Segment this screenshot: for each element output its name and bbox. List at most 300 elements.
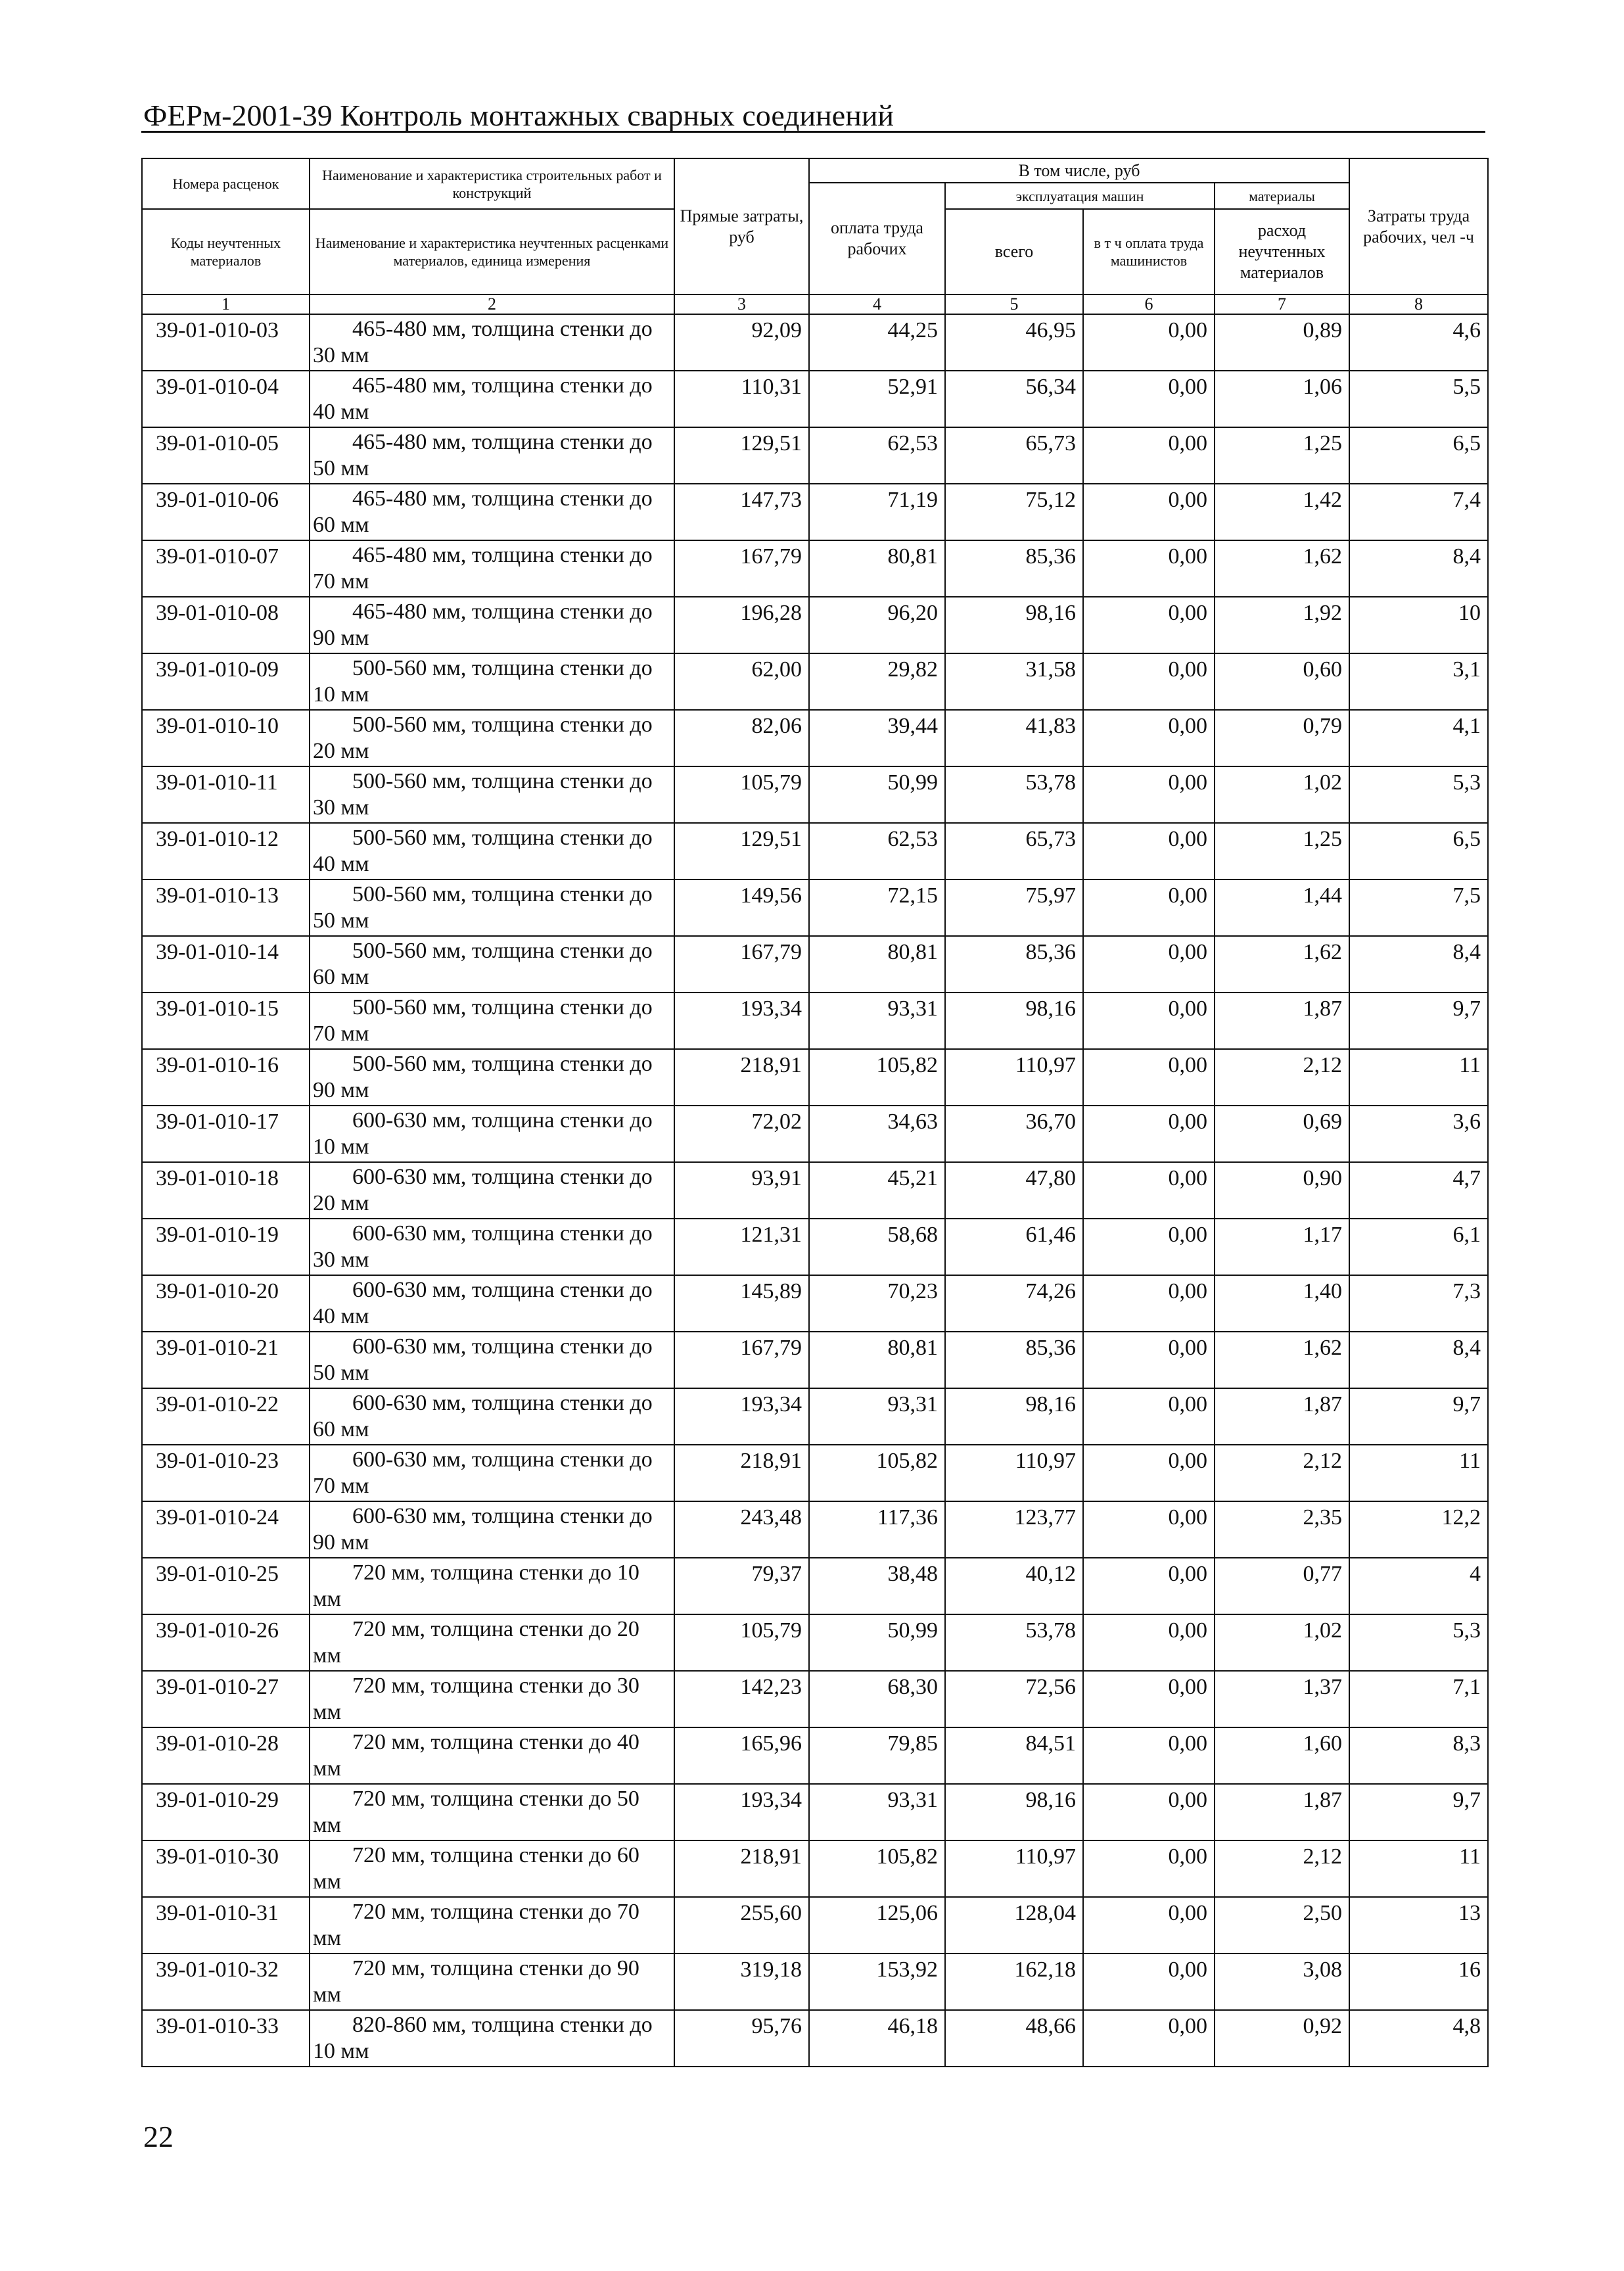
- materials-value: 0,89: [1215, 314, 1349, 371]
- labor-costs-value: 7,4: [1349, 484, 1488, 540]
- work-description: 600-630 мм, толщина стенки до 20 мм: [310, 1162, 674, 1219]
- table-row: [142, 314, 1488, 371]
- worker-wages-value: 93,31: [809, 1784, 945, 1840]
- materials-value: 1,17: [1215, 1219, 1349, 1275]
- header-work-name: Наименование и характеристика строительных работ и конструкций: [310, 158, 674, 209]
- work-description: 465-480 мм, толщина стенки до 70 мм: [310, 540, 674, 597]
- materials-value: 1,60: [1215, 1727, 1349, 1784]
- machinist-wages-value: 0,00: [1083, 1106, 1215, 1162]
- labor-costs-value: 16: [1349, 1954, 1488, 2010]
- table-row: [142, 371, 1488, 427]
- worker-wages-value: 71,19: [809, 484, 945, 540]
- materials-value: 0,90: [1215, 1162, 1349, 1219]
- worker-wages-value: 96,20: [809, 597, 945, 653]
- table-head: [142, 158, 1488, 314]
- materials-value: 1,02: [1215, 1614, 1349, 1671]
- machines-total-value: 41,83: [945, 710, 1083, 766]
- machines-total-value: 36,70: [945, 1106, 1083, 1162]
- machinist-wages-value: 0,00: [1083, 879, 1215, 936]
- work-description: 820-860 мм, толщина стенки до 10 мм: [310, 2010, 674, 2067]
- table-body: [142, 314, 1488, 2067]
- table-row: [142, 1614, 1488, 1671]
- worker-wages-value: 34,63: [809, 1106, 945, 1162]
- work-description: 600-630 мм, толщина стенки до 30 мм: [310, 1219, 674, 1275]
- worker-wages-value: 80,81: [809, 540, 945, 597]
- table-row: [142, 1332, 1488, 1388]
- work-description: 720 мм, толщина стенки до 30 мм: [310, 1671, 674, 1727]
- machinist-wages-value: 0,00: [1083, 597, 1215, 653]
- work-description: 465-480 мм, толщина стенки до 60 мм: [310, 484, 674, 540]
- direct-costs-value: 82,06: [674, 710, 809, 766]
- materials-value: 1,87: [1215, 1784, 1349, 1840]
- materials-value: 0,79: [1215, 710, 1349, 766]
- direct-costs-value: 105,79: [674, 1614, 809, 1671]
- work-description: 500-560 мм, толщина стенки до 70 мм: [310, 993, 674, 1049]
- work-description: 600-630 мм, толщина стенки до 70 мм: [310, 1445, 674, 1501]
- materials-value: 1,92: [1215, 597, 1349, 653]
- machines-total-value: 65,73: [945, 823, 1083, 879]
- table-row: [142, 1840, 1488, 1897]
- rate-code: 39-01-010-05: [142, 427, 310, 484]
- machines-total-value: 85,36: [945, 936, 1083, 993]
- machinist-wages-value: 0,00: [1083, 1558, 1215, 1614]
- direct-costs-value: 255,60: [674, 1897, 809, 1954]
- materials-value: 1,87: [1215, 993, 1349, 1049]
- worker-wages-value: 93,31: [809, 1388, 945, 1445]
- direct-costs-value: 243,48: [674, 1501, 809, 1558]
- machinist-wages-value: 0,00: [1083, 1501, 1215, 1558]
- machinist-wages-value: 0,00: [1083, 993, 1215, 1049]
- work-description: 720 мм, толщина стенки до 60 мм: [310, 1840, 674, 1897]
- table-row: [142, 823, 1488, 879]
- labor-costs-value: 8,4: [1349, 1332, 1488, 1388]
- machines-total-value: 56,34: [945, 371, 1083, 427]
- table-row: [142, 1558, 1488, 1614]
- labor-costs-value: 7,3: [1349, 1275, 1488, 1332]
- table-row: [142, 1501, 1488, 1558]
- materials-value: 0,69: [1215, 1106, 1349, 1162]
- machinist-wages-value: 0,00: [1083, 371, 1215, 427]
- labor-costs-value: 7,1: [1349, 1671, 1488, 1727]
- materials-value: 2,12: [1215, 1840, 1349, 1897]
- direct-costs-value: 79,37: [674, 1558, 809, 1614]
- direct-costs-value: 218,91: [674, 1445, 809, 1501]
- rate-code: 39-01-010-08: [142, 597, 310, 653]
- rate-code: 39-01-010-20: [142, 1275, 310, 1332]
- table-row: [142, 936, 1488, 993]
- machines-total-value: 98,16: [945, 993, 1083, 1049]
- table-row: [142, 1106, 1488, 1162]
- machines-total-value: 123,77: [945, 1501, 1083, 1558]
- labor-costs-value: 9,7: [1349, 1388, 1488, 1445]
- machines-total-value: 53,78: [945, 1614, 1083, 1671]
- materials-value: 1,25: [1215, 427, 1349, 484]
- worker-wages-value: 117,36: [809, 1501, 945, 1558]
- machinist-wages-value: 0,00: [1083, 1332, 1215, 1388]
- page-title: ФЕРм-2001-39 Контроль монтажных сварных соединений: [143, 99, 894, 132]
- rate-code: 39-01-010-23: [142, 1445, 310, 1501]
- rate-code: 39-01-010-25: [142, 1558, 310, 1614]
- direct-costs-value: 167,79: [674, 540, 809, 597]
- table-row: [142, 1049, 1488, 1106]
- worker-wages-value: 93,31: [809, 993, 945, 1049]
- rate-code: 39-01-010-16: [142, 1049, 310, 1106]
- worker-wages-value: 52,91: [809, 371, 945, 427]
- table-row: [142, 1897, 1488, 1954]
- work-description: 720 мм, толщина стенки до 90 мм: [310, 1954, 674, 2010]
- header-including: В том числе, руб: [809, 158, 1349, 183]
- work-description: 500-560 мм, толщина стенки до 50 мм: [310, 879, 674, 936]
- machinist-wages-value: 0,00: [1083, 1445, 1215, 1501]
- machinist-wages-value: 0,00: [1083, 1671, 1215, 1727]
- machinist-wages-value: 0,00: [1083, 710, 1215, 766]
- rate-code: 39-01-010-12: [142, 823, 310, 879]
- labor-costs-value: 11: [1349, 1840, 1488, 1897]
- worker-wages-value: 153,92: [809, 1954, 945, 2010]
- materials-value: 0,92: [1215, 2010, 1349, 2067]
- rate-code: 39-01-010-03: [142, 314, 310, 371]
- worker-wages-value: 79,85: [809, 1727, 945, 1784]
- machinist-wages-value: 0,00: [1083, 1388, 1215, 1445]
- work-description: 465-480 мм, толщина стенки до 40 мм: [310, 371, 674, 427]
- table-row: [142, 879, 1488, 936]
- machines-total-value: 84,51: [945, 1727, 1083, 1784]
- labor-costs-value: 8,3: [1349, 1727, 1488, 1784]
- direct-costs-value: 105,79: [674, 766, 809, 823]
- machinist-wages-value: 0,00: [1083, 1727, 1215, 1784]
- machines-total-value: 47,80: [945, 1162, 1083, 1219]
- direct-costs-value: 218,91: [674, 1049, 809, 1106]
- labor-costs-value: 8,4: [1349, 540, 1488, 597]
- table-row: [142, 766, 1488, 823]
- machines-total-value: 98,16: [945, 597, 1083, 653]
- rate-code: 39-01-010-32: [142, 1954, 310, 2010]
- machines-total-value: 98,16: [945, 1388, 1083, 1445]
- work-description: 465-480 мм, толщина стенки до 50 мм: [310, 427, 674, 484]
- rate-code: 39-01-010-22: [142, 1388, 310, 1445]
- materials-value: 2,12: [1215, 1445, 1349, 1501]
- table-row: [142, 540, 1488, 597]
- worker-wages-value: 50,99: [809, 1614, 945, 1671]
- machines-total-value: 110,97: [945, 1840, 1083, 1897]
- table-row: [142, 653, 1488, 710]
- worker-wages-value: 58,68: [809, 1219, 945, 1275]
- table-row: [142, 1727, 1488, 1784]
- work-description: 465-480 мм, толщина стенки до 30 мм: [310, 314, 674, 371]
- machines-total-value: 75,12: [945, 484, 1083, 540]
- rate-code: 39-01-010-33: [142, 2010, 310, 2067]
- direct-costs-value: 72,02: [674, 1106, 809, 1162]
- table-row: [142, 1219, 1488, 1275]
- direct-costs-value: 121,31: [674, 1219, 809, 1275]
- worker-wages-value: 62,53: [809, 823, 945, 879]
- worker-wages-value: 72,15: [809, 879, 945, 936]
- worker-wages-value: 50,99: [809, 766, 945, 823]
- table-row: [142, 1784, 1488, 1840]
- machines-total-value: 46,95: [945, 314, 1083, 371]
- rate-code: 39-01-010-26: [142, 1614, 310, 1671]
- machinist-wages-value: 0,00: [1083, 540, 1215, 597]
- worker-wages-value: 80,81: [809, 936, 945, 993]
- worker-wages-value: 105,82: [809, 1840, 945, 1897]
- materials-value: 2,12: [1215, 1049, 1349, 1106]
- labor-costs-value: 9,7: [1349, 993, 1488, 1049]
- header-worker-wages: оплата труда рабочих: [809, 183, 945, 294]
- rate-code: 39-01-010-17: [142, 1106, 310, 1162]
- direct-costs-value: 196,28: [674, 597, 809, 653]
- header-materials: материалы: [1215, 183, 1349, 209]
- work-description: 500-560 мм, толщина стенки до 30 мм: [310, 766, 674, 823]
- header-direct-costs: Прямые затраты, руб: [674, 158, 809, 294]
- worker-wages-value: 80,81: [809, 1332, 945, 1388]
- table-row: [142, 427, 1488, 484]
- direct-costs-value: 93,91: [674, 1162, 809, 1219]
- materials-value: 1,25: [1215, 823, 1349, 879]
- work-description: 600-630 мм, толщина стенки до 60 мм: [310, 1388, 674, 1445]
- rate-code: 39-01-010-24: [142, 1501, 310, 1558]
- direct-costs-value: 95,76: [674, 2010, 809, 2067]
- worker-wages-value: 46,18: [809, 2010, 945, 2067]
- header-labor-costs: Затраты труда рабочих, чел -ч: [1349, 158, 1488, 294]
- machinist-wages-value: 0,00: [1083, 1614, 1215, 1671]
- labor-costs-value: 7,5: [1349, 879, 1488, 936]
- materials-value: 1,44: [1215, 879, 1349, 936]
- work-description: 600-630 мм, толщина стенки до 50 мм: [310, 1332, 674, 1388]
- worker-wages-value: 68,30: [809, 1671, 945, 1727]
- direct-costs-value: 129,51: [674, 823, 809, 879]
- work-description: 600-630 мм, толщина стенки до 90 мм: [310, 1501, 674, 1558]
- materials-value: 1,37: [1215, 1671, 1349, 1727]
- labor-costs-value: 6,1: [1349, 1219, 1488, 1275]
- direct-costs-value: 110,31: [674, 371, 809, 427]
- direct-costs-value: 218,91: [674, 1840, 809, 1897]
- materials-value: 1,06: [1215, 371, 1349, 427]
- table-row: [142, 1275, 1488, 1332]
- rate-code: 39-01-010-28: [142, 1727, 310, 1784]
- header-machine-operation: эксплуатация машин: [945, 183, 1215, 209]
- rate-code: 39-01-010-11: [142, 766, 310, 823]
- direct-costs-value: 149,56: [674, 879, 809, 936]
- machinist-wages-value: 0,00: [1083, 2010, 1215, 2067]
- table-row: [142, 1445, 1488, 1501]
- rate-code: 39-01-010-29: [142, 1784, 310, 1840]
- machinist-wages-value: 0,00: [1083, 1897, 1215, 1954]
- direct-costs-value: 193,34: [674, 993, 809, 1049]
- materials-value: 3,08: [1215, 1954, 1349, 2010]
- column-number: 8: [1349, 294, 1488, 314]
- machines-total-value: 31,58: [945, 653, 1083, 710]
- work-description: 465-480 мм, толщина стенки до 90 мм: [310, 597, 674, 653]
- table-row: [142, 1671, 1488, 1727]
- rate-code: 39-01-010-27: [142, 1671, 310, 1727]
- machines-total-value: 40,12: [945, 1558, 1083, 1614]
- machines-total-value: 162,18: [945, 1954, 1083, 2010]
- rate-code: 39-01-010-21: [142, 1332, 310, 1388]
- direct-costs-value: 129,51: [674, 427, 809, 484]
- column-numbers-row: [142, 294, 1488, 314]
- table-row: [142, 1162, 1488, 1219]
- machinist-wages-value: 0,00: [1083, 1049, 1215, 1106]
- labor-costs-value: 5,3: [1349, 766, 1488, 823]
- direct-costs-value: 319,18: [674, 1954, 809, 2010]
- machinist-wages-value: 0,00: [1083, 766, 1215, 823]
- rate-code: 39-01-010-04: [142, 371, 310, 427]
- machines-total-value: 61,46: [945, 1219, 1083, 1275]
- rate-code: 39-01-010-15: [142, 993, 310, 1049]
- work-description: 720 мм, толщина стенки до 50 мм: [310, 1784, 674, 1840]
- header-material-names: Наименование и характеристика неучтенных расценками материалов, единица измерения: [310, 209, 674, 294]
- worker-wages-value: 70,23: [809, 1275, 945, 1332]
- machinist-wages-value: 0,00: [1083, 427, 1215, 484]
- machines-total-value: 85,36: [945, 1332, 1083, 1388]
- labor-costs-value: 4,6: [1349, 314, 1488, 371]
- work-description: 500-560 мм, толщина стенки до 60 мм: [310, 936, 674, 993]
- column-number: 7: [1215, 294, 1349, 314]
- labor-costs-value: 4,1: [1349, 710, 1488, 766]
- labor-costs-value: 4,8: [1349, 2010, 1488, 2067]
- materials-value: 1,62: [1215, 1332, 1349, 1388]
- worker-wages-value: 105,82: [809, 1049, 945, 1106]
- machinist-wages-value: 0,00: [1083, 936, 1215, 993]
- work-description: 600-630 мм, толщина стенки до 10 мм: [310, 1106, 674, 1162]
- materials-value: 2,50: [1215, 1897, 1349, 1954]
- worker-wages-value: 38,48: [809, 1558, 945, 1614]
- machines-total-value: 75,97: [945, 879, 1083, 936]
- table-row: [142, 597, 1488, 653]
- work-description: 500-560 мм, толщина стенки до 10 мм: [310, 653, 674, 710]
- labor-costs-value: 11: [1349, 1049, 1488, 1106]
- direct-costs-value: 142,23: [674, 1671, 809, 1727]
- rate-code: 39-01-010-14: [142, 936, 310, 993]
- materials-value: 1,40: [1215, 1275, 1349, 1332]
- column-number: 3: [674, 294, 809, 314]
- worker-wages-value: 62,53: [809, 427, 945, 484]
- rate-code: 39-01-010-31: [142, 1897, 310, 1954]
- column-number: 6: [1083, 294, 1215, 314]
- title-underline: [141, 131, 1485, 133]
- materials-value: 2,35: [1215, 1501, 1349, 1558]
- worker-wages-value: 29,82: [809, 653, 945, 710]
- machinist-wages-value: 0,00: [1083, 1784, 1215, 1840]
- direct-costs-value: 147,73: [674, 484, 809, 540]
- machinist-wages-value: 0,00: [1083, 484, 1215, 540]
- machinist-wages-value: 0,00: [1083, 314, 1215, 371]
- worker-wages-value: 44,25: [809, 314, 945, 371]
- table-row: [142, 2010, 1488, 2067]
- table-row: [142, 1388, 1488, 1445]
- header-machinist-wages: в т ч оплата труда машинистов: [1083, 209, 1215, 294]
- rate-code: 39-01-010-10: [142, 710, 310, 766]
- direct-costs-value: 92,09: [674, 314, 809, 371]
- machines-total-value: 48,66: [945, 2010, 1083, 2067]
- work-description: 720 мм, толщина стенки до 10 мм: [310, 1558, 674, 1614]
- machines-total-value: 65,73: [945, 427, 1083, 484]
- rate-code: 39-01-010-18: [142, 1162, 310, 1219]
- table-row: [142, 710, 1488, 766]
- labor-costs-value: 8,4: [1349, 936, 1488, 993]
- labor-costs-value: 13: [1349, 1897, 1488, 1954]
- machinist-wages-value: 0,00: [1083, 1954, 1215, 2010]
- machinist-wages-value: 0,00: [1083, 1840, 1215, 1897]
- labor-costs-value: 5,5: [1349, 371, 1488, 427]
- work-description: 720 мм, толщина стенки до 40 мм: [310, 1727, 674, 1784]
- machines-total-value: 98,16: [945, 1784, 1083, 1840]
- work-description: 500-560 мм, толщина стенки до 40 мм: [310, 823, 674, 879]
- materials-value: 1,42: [1215, 484, 1349, 540]
- work-description: 600-630 мм, толщина стенки до 40 мм: [310, 1275, 674, 1332]
- machinist-wages-value: 0,00: [1083, 653, 1215, 710]
- materials-value: 0,60: [1215, 653, 1349, 710]
- column-number: 2: [310, 294, 674, 314]
- column-number: 5: [945, 294, 1083, 314]
- work-description: 500-560 мм, толщина стенки до 20 мм: [310, 710, 674, 766]
- labor-costs-value: 10: [1349, 597, 1488, 653]
- rate-code: 39-01-010-19: [142, 1219, 310, 1275]
- machines-total-value: 110,97: [945, 1049, 1083, 1106]
- machines-total-value: 85,36: [945, 540, 1083, 597]
- machines-total-value: 74,26: [945, 1275, 1083, 1332]
- machines-total-value: 53,78: [945, 766, 1083, 823]
- machinist-wages-value: 0,00: [1083, 823, 1215, 879]
- rate-code: 39-01-010-06: [142, 484, 310, 540]
- header-material-codes: Коды неучтенных материалов: [142, 209, 310, 294]
- rate-code: 39-01-010-30: [142, 1840, 310, 1897]
- machines-total-value: 128,04: [945, 1897, 1083, 1954]
- machinist-wages-value: 0,00: [1083, 1275, 1215, 1332]
- rate-code: 39-01-010-07: [142, 540, 310, 597]
- labor-costs-value: 4: [1349, 1558, 1488, 1614]
- table-row: [142, 1954, 1488, 2010]
- table-row: [142, 484, 1488, 540]
- work-description: 720 мм, толщина стенки до 20 мм: [310, 1614, 674, 1671]
- direct-costs-value: 193,34: [674, 1784, 809, 1840]
- materials-value: 1,62: [1215, 936, 1349, 993]
- worker-wages-value: 39,44: [809, 710, 945, 766]
- rates-table: [141, 158, 1489, 2067]
- table-row: [142, 993, 1488, 1049]
- work-description: 720 мм, толщина стенки до 70 мм: [310, 1897, 674, 1954]
- machines-total-value: 110,97: [945, 1445, 1083, 1501]
- rate-code: 39-01-010-13: [142, 879, 310, 936]
- direct-costs-value: 145,89: [674, 1275, 809, 1332]
- labor-costs-value: 4,7: [1349, 1162, 1488, 1219]
- worker-wages-value: 105,82: [809, 1445, 945, 1501]
- materials-value: 1,02: [1215, 766, 1349, 823]
- direct-costs-value: 193,34: [674, 1388, 809, 1445]
- worker-wages-value: 45,21: [809, 1162, 945, 1219]
- materials-value: 1,62: [1215, 540, 1349, 597]
- labor-costs-value: 5,3: [1349, 1614, 1488, 1671]
- machinist-wages-value: 0,00: [1083, 1162, 1215, 1219]
- labor-costs-value: 3,1: [1349, 653, 1488, 710]
- page-number: 22: [143, 2120, 174, 2153]
- worker-wages-value: 125,06: [809, 1897, 945, 1954]
- header-material-consumption: расход неучтенных материалов: [1215, 209, 1349, 294]
- materials-value: 1,87: [1215, 1388, 1349, 1445]
- direct-costs-value: 62,00: [674, 653, 809, 710]
- machinist-wages-value: 0,00: [1083, 1219, 1215, 1275]
- labor-costs-value: 11: [1349, 1445, 1488, 1501]
- machines-total-value: 72,56: [945, 1671, 1083, 1727]
- direct-costs-value: 165,96: [674, 1727, 809, 1784]
- header-machines-total: всего: [945, 209, 1083, 294]
- labor-costs-value: 12,2: [1349, 1501, 1488, 1558]
- labor-costs-value: 6,5: [1349, 823, 1488, 879]
- materials-value: 0,77: [1215, 1558, 1349, 1614]
- direct-costs-value: 167,79: [674, 936, 809, 993]
- labor-costs-value: 6,5: [1349, 427, 1488, 484]
- column-number: 1: [142, 294, 310, 314]
